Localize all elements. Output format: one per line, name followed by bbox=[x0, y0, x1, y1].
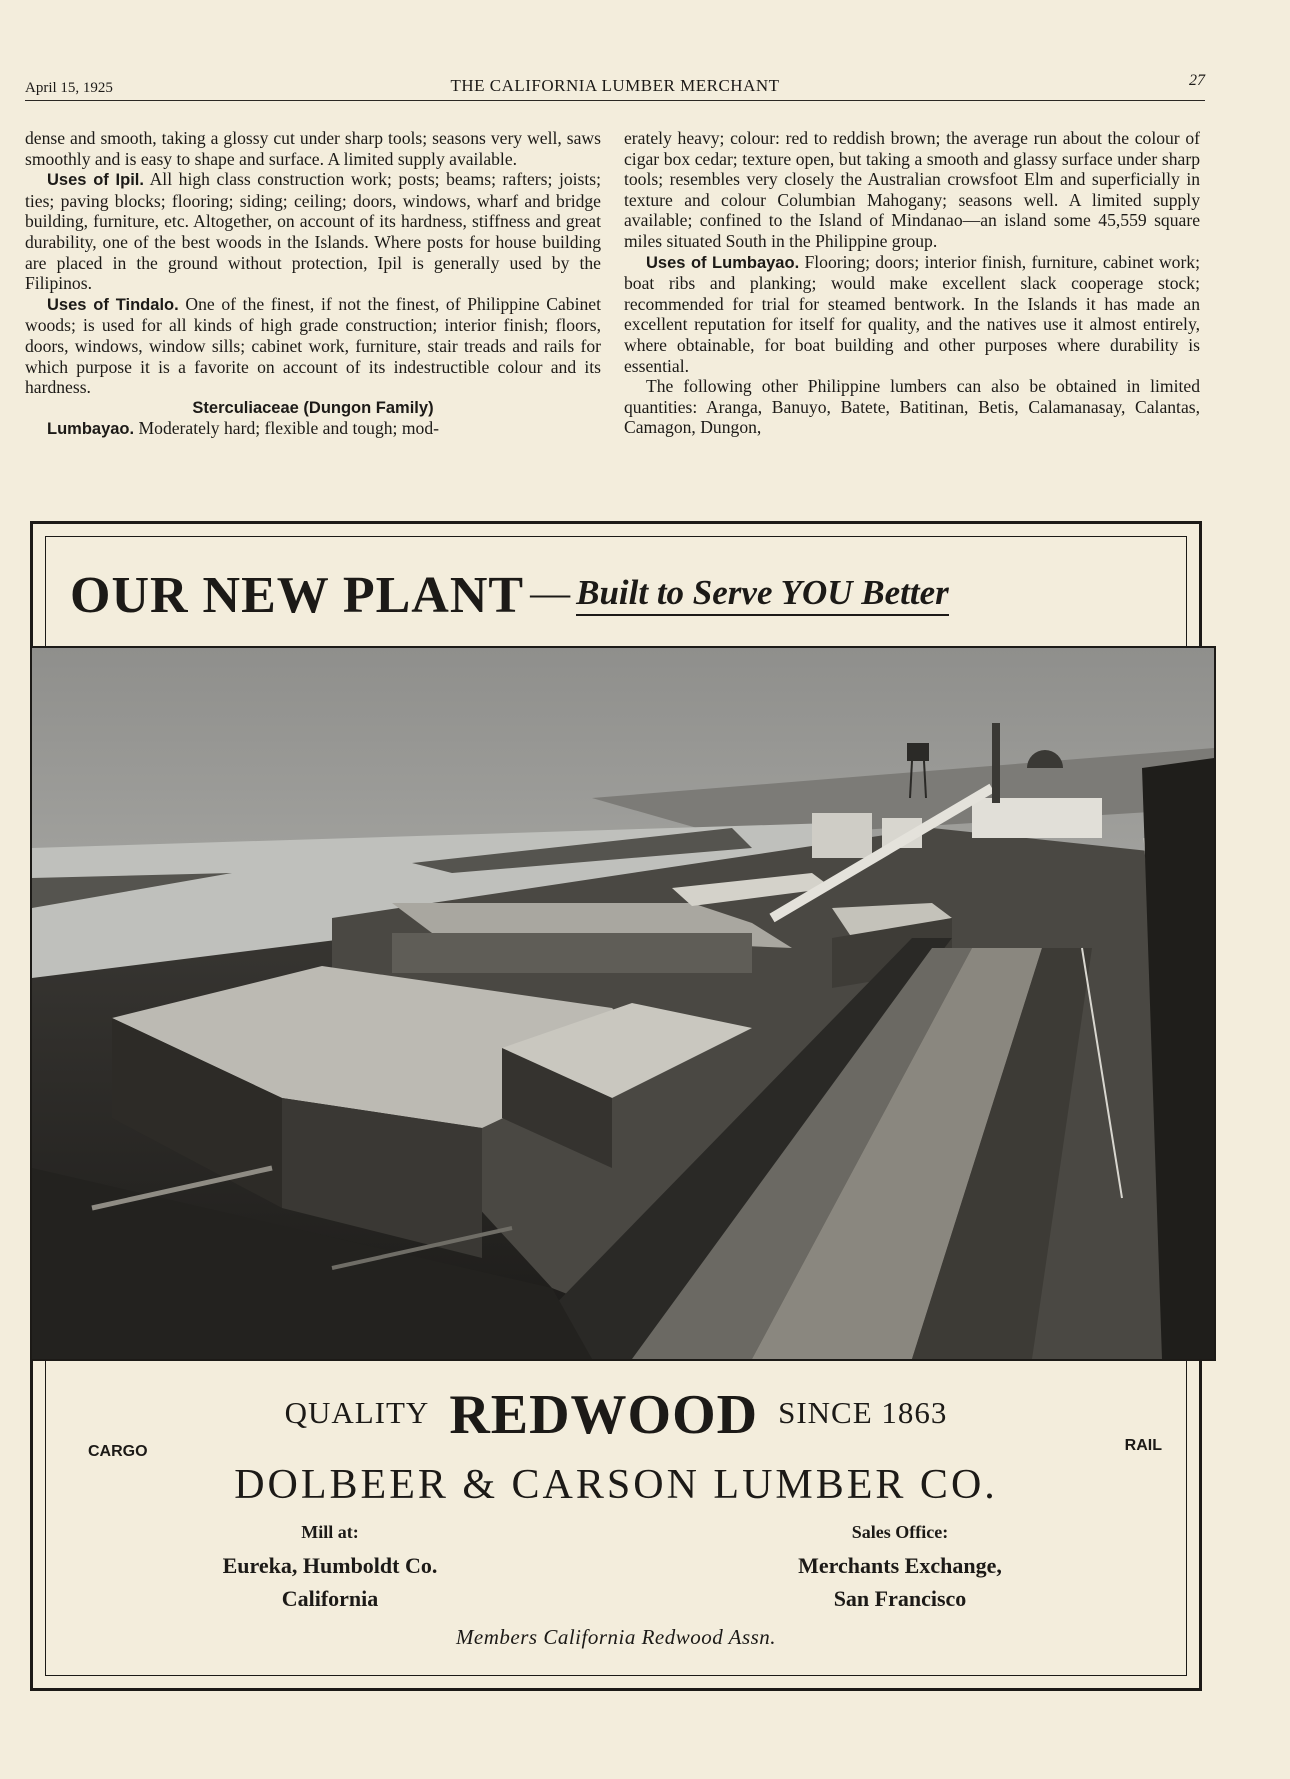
plant-photograph bbox=[30, 646, 1216, 1361]
quality-line bbox=[30, 1383, 1202, 1447]
sales-line: Merchants Exchange, bbox=[798, 1553, 1002, 1578]
article-column-right bbox=[624, 128, 1200, 513]
rail-label: RAIL bbox=[1124, 1437, 1162, 1454]
run-in-heading: Uses of Ipil. bbox=[47, 171, 144, 190]
since-label: SINCE 1863 bbox=[778, 1395, 948, 1430]
company-name: DOLBEER & CARSON LUMBER CO. bbox=[234, 1462, 998, 1508]
mill-label: Mill at: bbox=[301, 1522, 359, 1542]
headline-tagline: Built to Serve YOU Better bbox=[576, 573, 949, 616]
association-membership: Members California Redwood Assn. bbox=[455, 1625, 777, 1649]
mill-line: California bbox=[281, 1586, 379, 1611]
page-number: 27 bbox=[1189, 72, 1205, 89]
running-header bbox=[25, 70, 1205, 101]
ad-lower-panel bbox=[30, 1361, 1202, 1691]
run-in-heading: Uses of Tindalo. bbox=[47, 295, 179, 314]
run-in-heading: Uses of Lumbayao. bbox=[646, 253, 800, 272]
section-subhead: Sterculiaceae (Dungon Family) bbox=[192, 398, 434, 417]
headline-text: OUR NEW PLANT bbox=[70, 567, 525, 624]
headline-dash: — bbox=[530, 570, 571, 615]
sales-line: San Francisco bbox=[833, 1586, 967, 1611]
mill-address bbox=[170, 1516, 490, 1615]
ad-headline bbox=[70, 566, 1160, 636]
paragraph: Uses of Lumbayao. Flooring; doors; interior finish, furniture, cabinet work; boat ribs and planking; would make excellent slack cooperage stock; recommended for trial for steamed bentwork. In the Islands it has made an excellent reputation for itself for quality, and the natives use it almost entirely, where obtainable, for boat building and other purposes where durability is essential. bbox=[624, 251, 1200, 376]
sales-office-address bbox=[730, 1516, 1070, 1615]
paragraph: dense and smooth, taking a glossy cut under sharp tools; seasons very well, saws smoothly and is easy to shape and surface. A limited supply available. bbox=[25, 128, 601, 169]
paragraph: Lumbayao. Moderately hard; flexible and tough; mod- bbox=[47, 418, 439, 439]
run-in-heading: Lumbayao. bbox=[47, 420, 135, 439]
plant-photo-illustration bbox=[32, 648, 1214, 1359]
paragraph: erately heavy; colour: red to reddish brown; the average run about the colour of cigar box cedar; texture open, but taking a smooth and glassy surface under sharp tools; resembles very closely the Australian crowsfoot Elm and superficially in texture and colour Columbian Mahogany; seasons well. A limited supply available; confined to the Island of Mindanao—an island some 45,559 square miles situated South in the Philippine group. bbox=[624, 128, 1200, 251]
publication-title: THE CALIFORNIA LUMBER MERCHANT bbox=[450, 76, 780, 95]
article-column-left bbox=[25, 128, 601, 513]
issue-date: April 15, 1925 bbox=[25, 80, 113, 96]
mill-line: Eureka, Humboldt Co. bbox=[222, 1553, 438, 1578]
paragraph: Uses of Tindalo. One of the finest, if not the finest, of Philippine Cabinet woods; is used for all kinds of high grade construction; interior finish; floors, doors, windows, window sills; cabinet work, furniture, stair treads and rails for which purpose it is a favorite on account of its indestructible colour and its hardness. bbox=[25, 293, 601, 398]
quality-label: QUALITY bbox=[284, 1395, 430, 1430]
cargo-label: CARGO bbox=[88, 1443, 148, 1460]
paragraph: The following other Philippine lumbers can also be obtained in limited quantities: Aranga, Banuyo, Batete, Batitinan, Betis, Calamanasay, Calantas, Camagon, Dungon, bbox=[624, 376, 1200, 438]
paragraph: Uses of Ipil. All high class construction work; posts; beams; rafters; joists; ties; paving blocks; flooring; siding; ceiling; doors, windows, wharf and bridge building, furniture, etc. Altogether, on account of its hardness, stiffness and great durability, one of the best woods in the Islands. Where posts for house building are placed in the ground without protection, Ipil is generally used by the Filipinos. bbox=[25, 169, 601, 294]
sales-label: Sales Office: bbox=[851, 1522, 949, 1542]
redwood-label: REDWOOD bbox=[449, 1384, 759, 1446]
